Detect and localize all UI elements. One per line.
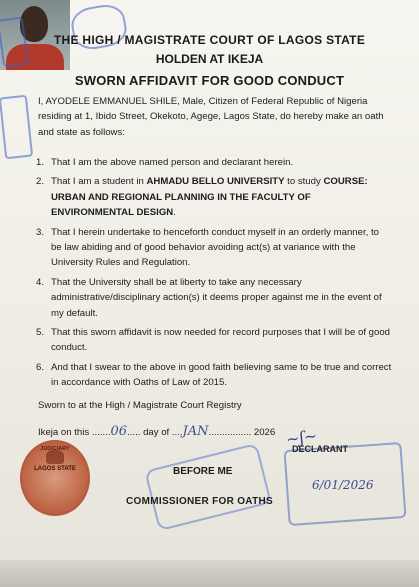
month-handwritten: JAN <box>182 424 209 439</box>
course-name: COURSE: URBAN AND REGIONAL PLANNING IN THE FACULTY OF ENVIRONMENTAL DESIGN <box>51 176 368 219</box>
commissioner-label: COMMISSIONER FOR OATHS <box>126 496 273 507</box>
declarant-label: DECLARANT <box>292 444 348 454</box>
document-title: SWORN AFFIDAVIT FOR GOOD CONDUCT <box>74 73 345 88</box>
side-stamp-middle <box>0 95 33 160</box>
court-heading: THE HIGH / MAGISTRATE COURT OF LAGOS STATE <box>53 33 366 47</box>
judiciary-seal: JUDICIARY LAGOS STATE <box>20 440 90 516</box>
page-bottom-edge <box>0 560 419 587</box>
before-me-label: BEFORE ME <box>173 466 233 477</box>
oath-item: 2. That I am a student in AHMADU BELLO UNIVERSITY to study COURSE: URBAN AND REGIONAL PLANNING IN THE FACULTY OF ENVIRONMENTAL DESIGN. <box>36 176 368 219</box>
university-name: AHMADU BELLO UNIVERSITY <box>146 176 285 188</box>
holden-heading: HOLDEN AT IKEJA <box>155 52 264 66</box>
oath-item: 4. That the University shall be at liberty to take any necessary administrative/disciplinary action(s) it deems proper against me in the event of my default. <box>36 276 382 319</box>
oath-item: 6. And that I swear to the above in good faith believing same to be true and correct in accordance with Oaths of Law of 2015. <box>36 361 392 389</box>
oath-list <box>36 155 392 395</box>
date-line: Ikeja on this .......06..... day of ....JAN................ 2026 <box>38 424 276 439</box>
coat-of-arms-icon <box>46 450 64 464</box>
declarant-date: 6/01/2026 <box>312 478 374 492</box>
commissioner-stamp <box>144 443 272 531</box>
sworn-line: Sworn to at the High / Magistrate Court Registry <box>38 400 242 411</box>
intro-paragraph: I, AYODELE EMMANUEL SHILE, Male, Citizen of Federal Republic of Nigeria residing at 1, Ibido Street, Okekoto, Agege, Lagos State, do hereby make an oath and state as follows: <box>38 96 384 138</box>
oath-item: 5. That this sworn affidavit is now needed for record purposes that I will be of good conduct. <box>36 327 390 354</box>
oath-item: 3. That I herein undertake to henceforth conduct myself in an orderly manner, to be law abiding and of good behavior avoiding act(s) at variance with the University Rules and Regulation. <box>36 226 379 269</box>
oath-item: 1. That I am the above named person and declarant herein. <box>36 157 294 168</box>
day-handwritten: 06 <box>110 424 128 439</box>
declarant-signature: ~ʃ~ <box>284 425 319 450</box>
